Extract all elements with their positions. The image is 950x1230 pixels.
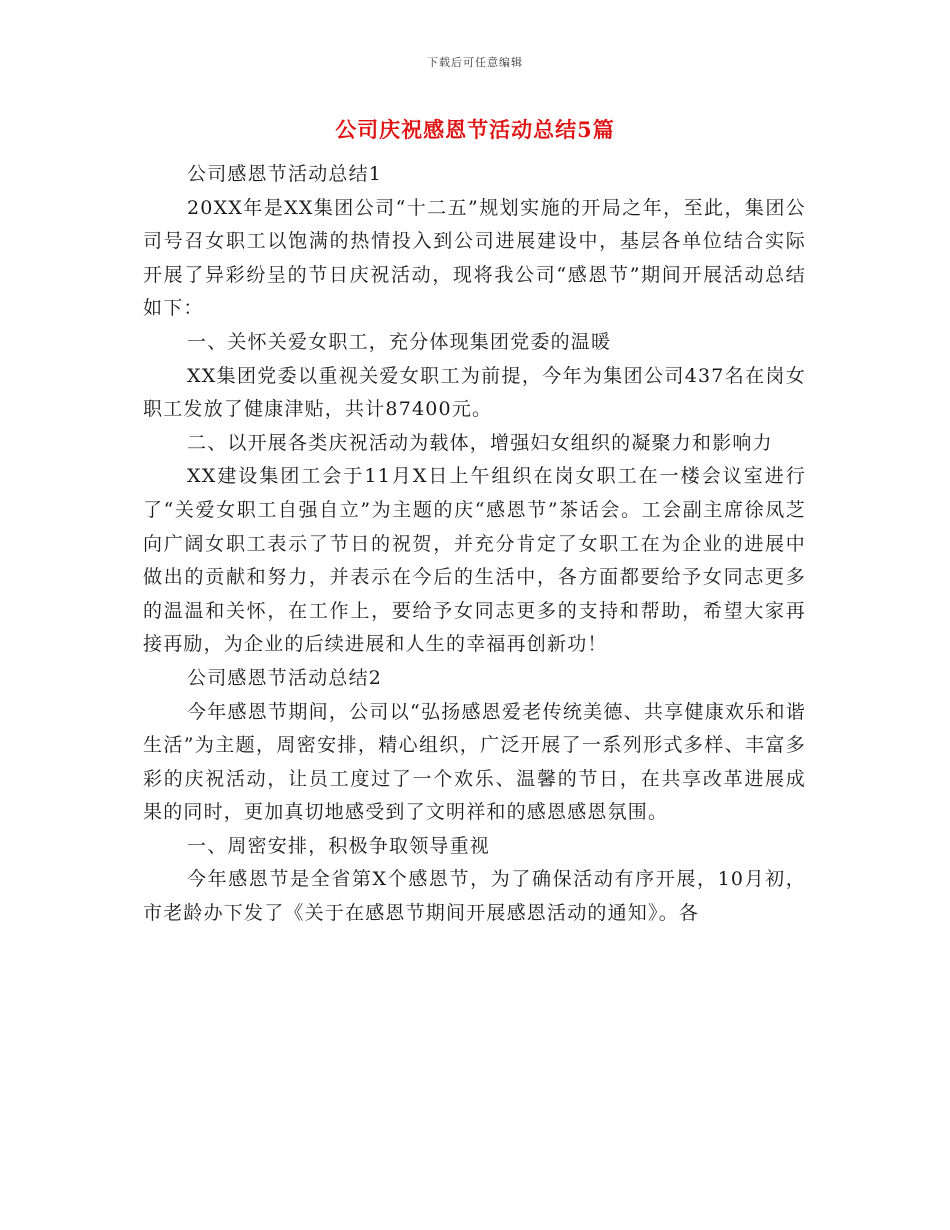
page-header-note: 下载后可任意编辑 [427,56,523,69]
document-body [143,158,806,931]
section-heading-2: 公司感恩节活动总结2 [187,666,383,689]
paragraph: 20XX年是XX集团公司“十二五”规划实施的开局之年，至此，集团公司号召女职工以饱满的热情投入到公司进展建设中，基层各单位结合实际开展了异彩纷呈的节日庆祝活动，现将我公司“感恩节”期间开展活动总结如下： [143,196,806,320]
paragraph: 今年感恩节是全省第X个感恩节，为了确保活动有序开展，10月初，市老龄办下发了《关于在感恩节期间开展感恩活动的通知》。各 [143,868,806,925]
paragraph: 今年感恩节期间，公司以“弘扬感恩爱老传统美德、共享健康欢乐和谐生活”为主题，周密安排，精心组织，广泛开展了一系列形式多样、丰富多彩的庆祝活动，让员工度过了一个欢乐、温馨的节日，在共享改革进展成果的同时，更加真切地感受到了文明祥和的感恩感恩氛围。 [143,700,806,824]
section-heading-1: 公司感恩节活动总结1 [187,163,383,185]
subheading: 二、以开展各类庆祝活动为载体，增强妇女组织的凝聚力和影响力 [187,431,773,454]
paragraph: XX集团党委以重视关爱女职工为前提，今年为集团公司437名在岗女职工发放了健康津贴，共计87400元。 [143,364,806,421]
paragraph: XX建设集团工会于11月X日上午组织在岗女职工在一楼会议室进行了“关爱女职工自强自立”为主题的庆“感恩节”茶话会。工会副主席徐凤芝向广阔女职工表示了节日的祝贺，并充分肯定了女职工在为企业的进展中做出的贡献和努力，并表示在今后的生活中，各方面都要给予女同志更多的温温和关怀，在工作上，要给予女同志更多的支持和帮助，希望大家再接再励，为企业的后续进展和人生的幸福再创新功！ [143,465,806,656]
document-title: 公司庆祝感恩节活动总结5篇 [335,117,615,142]
subheading: 一、关怀关爱女职工，充分体现集团党委的温暖 [187,330,612,353]
subheading: 一、周密安排，积极争取领导重视 [187,834,491,857]
